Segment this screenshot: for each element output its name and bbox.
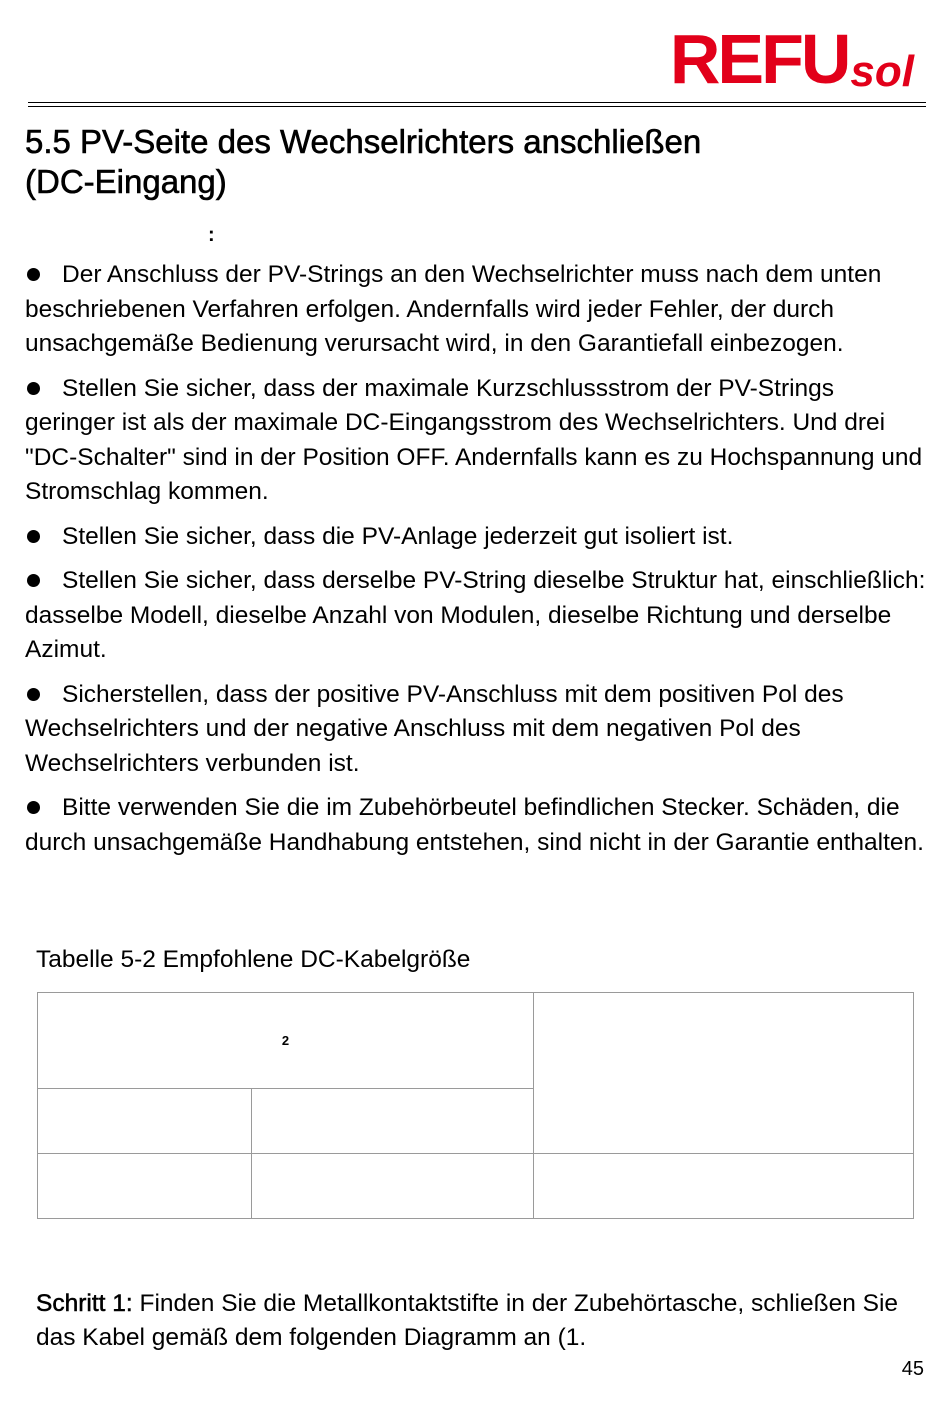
- bullet-dot-icon: [27, 382, 40, 395]
- section-heading: [25, 122, 905, 202]
- table-cell: [38, 1154, 252, 1219]
- refusol-logo: [669, 20, 914, 98]
- bullet-dot-icon: [27, 688, 40, 701]
- bullet-text: Sicherstellen, dass der positive PV-Anschluss mit dem positiven Pol des Wechselrichters und der negative Anschluss mit dem negativen Pol des Wechselrichters verbunden ist.: [25, 680, 844, 777]
- dc-cable-size-table: [37, 992, 914, 1219]
- list-item: [25, 678, 930, 782]
- bullet-text: Bitte verwenden Sie die im Zubehörbeutel befindlichen Stecker. Schäden, die durch unsachgemäße Handhabung entstehen, sind nicht in der Garantie enthalten.: [25, 794, 924, 856]
- table-subheader-cell-range: [38, 1089, 252, 1154]
- step-1-label: Schritt 1:: [36, 1289, 133, 1317]
- header-rule-bottom: [28, 106, 926, 107]
- bullet-dot-icon: [27, 801, 40, 814]
- logo-main-text: REFU: [669, 20, 849, 98]
- bullet-text: Stellen Sie sicher, dass derselbe PV-String dieselbe Struktur hat, einschließlich: dasselbe Modell, dieselbe Anzahl von Modulen, dieselbe Richtung und derselbe Azimut.: [25, 567, 926, 663]
- section-heading-line2: (DC-Eingang): [25, 163, 227, 200]
- table-header-cell-diameter: [534, 993, 914, 1154]
- step-1-paragraph: [36, 1287, 916, 1355]
- list-item: [25, 372, 930, 510]
- section-heading-line1: 5.5 PV-Seite des Wechselrichters anschließen: [25, 123, 702, 160]
- step-1-text: Finden Sie die Metallkontaktstifte in der Zubehörtasche, schließen Sie das Kabel gemäß dem folgenden Diagramm an (1.: [36, 1289, 899, 1351]
- bullet-list: [25, 258, 930, 870]
- table-cell: [534, 1154, 914, 1219]
- area-superscript: 2: [281, 1033, 290, 1048]
- table-subheader-cell-recommended: [252, 1089, 534, 1154]
- note-label-colon: :: [208, 224, 215, 246]
- bullet-text: Stellen Sie sicher, dass die PV-Anlage jederzeit gut isoliert ist.: [62, 522, 734, 550]
- list-item: [25, 520, 930, 555]
- bullet-dot-icon: [27, 574, 40, 587]
- table-caption: Tabelle 5-2 Empfohlene DC-Kabelgröße: [36, 946, 471, 973]
- bullet-dot-icon: [27, 530, 40, 543]
- table-row: [38, 1154, 914, 1219]
- page-number: 45: [901, 1358, 924, 1380]
- table-header-cell-area: [38, 993, 534, 1089]
- bullet-dot-icon: [27, 268, 40, 281]
- logo-sub-text: sol: [850, 47, 914, 96]
- list-item: [25, 791, 930, 860]
- header-rule-top: [28, 102, 926, 103]
- bullet-text: Stellen Sie sicher, dass der maximale Kurzschlussstrom der PV-Strings geringer ist als der maximale DC-Eingangsstrom des Wechselrichters. Und drei "DC-Schalter" sind in der Position OFF. Andernfalls kann es zu Hochspannung und Stromschlag kommen.: [25, 374, 923, 505]
- bullet-text: Der Anschluss der PV-Strings an den Wechselrichter muss nach dem unten beschriebenen Verfahren erfolgen. Andernfalls wird jeder Fehler, der durch unsachgemäße Bedienung verursacht wird, in den Garantiefall einbezogen.: [25, 261, 882, 357]
- table-cell: [252, 1154, 534, 1219]
- table-row: [38, 993, 914, 1089]
- list-item: [25, 564, 930, 668]
- list-item: [25, 258, 930, 362]
